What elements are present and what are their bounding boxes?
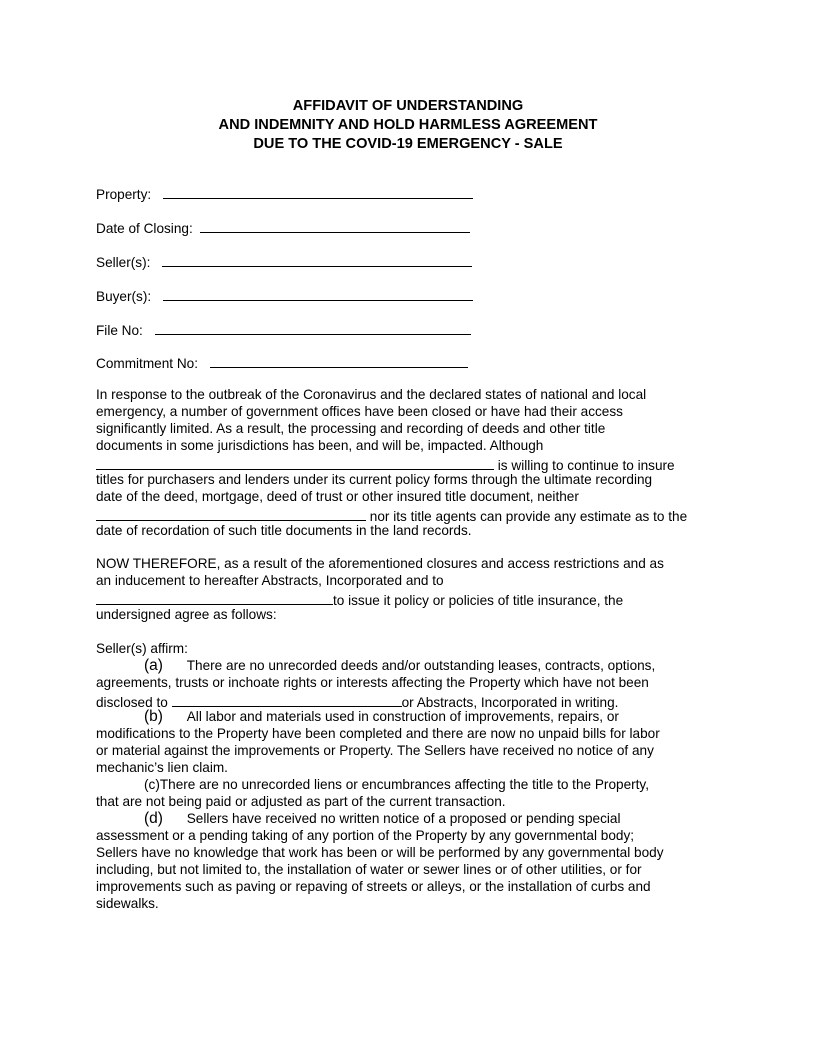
- property-blank-line[interactable]: [163, 183, 473, 199]
- text-line: an inducement to hereafter Abstracts, Incorporated and to: [96, 573, 444, 588]
- commitment-no-blank-line[interactable]: [210, 352, 468, 368]
- date-of-closing-label: Date of Closing:: [96, 221, 193, 236]
- item-a-label: (a): [144, 657, 163, 674]
- date-of-closing-field: [96, 217, 470, 237]
- commitment-no-field: [96, 352, 468, 372]
- text-fragment: or Abstracts, Incorporated in writing.: [401, 695, 619, 710]
- text-line: [96, 454, 716, 471]
- item-c-line: (c)There are no unrecorded liens or encumbrances affecting the title to the Property,: [144, 777, 649, 792]
- text-line: mechanic’s lien claim.: [96, 760, 228, 775]
- sellers-affirm-section: [96, 640, 716, 912]
- text-line: documents in some jurisdictions has been, and will be, impacted. Although: [96, 438, 544, 453]
- text-line: emergency, a number of government offices have been closed or have had their access: [96, 404, 623, 419]
- underwriter-blank-line[interactable]: [96, 454, 494, 470]
- text-line: [96, 691, 716, 708]
- property-label: Property:: [96, 187, 152, 202]
- underwriter-blank-line-2[interactable]: [96, 505, 366, 521]
- text-fragment: There are no unrecorded deeds and/or outstanding leases, contracts, options,: [186, 658, 656, 673]
- commitment-no-label: Commitment No:: [96, 356, 198, 371]
- paragraph-covid-impact: [96, 386, 716, 539]
- file-no-blank-line[interactable]: [155, 319, 471, 335]
- text-line: modifications to the Property have been completed and there are now no unpaid bills for labor: [96, 726, 660, 741]
- text-line: improvements such as paving or repaving of streets or alleys, or the installation of curbs and: [96, 879, 651, 894]
- item-b-label: (b): [144, 708, 163, 725]
- text-line: sidewalks.: [96, 896, 159, 911]
- paragraph-now-therefore: [96, 555, 716, 623]
- text-line: In response to the outbreak of the Coronavirus and the declared states of national and local: [96, 387, 647, 402]
- text-fragment: to issue it policy or policies of title insurance, the: [333, 593, 624, 608]
- text-line: date of recordation of such title documents in the land records.: [96, 523, 472, 538]
- document-title: [96, 97, 720, 154]
- buyers-field: [96, 285, 473, 305]
- disclosed-to-blank-line[interactable]: [172, 691, 402, 707]
- title-line-2: AND INDEMNITY AND HOLD HARMLESS AGREEMENT: [218, 117, 598, 133]
- date-of-closing-blank-line[interactable]: [200, 217, 470, 233]
- sellers-label: Seller(s):: [96, 255, 151, 270]
- text-line: [96, 505, 716, 522]
- sellers-field: [96, 251, 472, 271]
- item-d-label: (d): [144, 810, 163, 827]
- text-line: assessment or a pending taking of any portion of the Property by any governmental body;: [96, 828, 635, 843]
- text-fragment: disclosed to: [96, 695, 168, 710]
- buyers-label: Buyer(s):: [96, 289, 152, 304]
- title-line-3: DUE TO THE COVID-19 EMERGENCY - SALE: [253, 136, 563, 152]
- property-field: [96, 183, 473, 203]
- insurer-blank-line[interactable]: [96, 589, 333, 605]
- text-line: NOW THEREFORE, as a result of the aforementioned closures and access restrictions and as: [96, 556, 664, 571]
- sellers-affirm-heading: Seller(s) affirm:: [96, 641, 188, 656]
- text-fragment: Sellers have received no written notice of a proposed or pending special: [186, 811, 621, 826]
- sellers-blank-line[interactable]: [162, 251, 472, 267]
- text-fragment: All labor and materials used in construction of improvements, repairs, or: [186, 709, 619, 724]
- item-b-line: [96, 708, 716, 725]
- text-line: including, but not limited to, the installation of water or sewer lines or of other utilities, or for: [96, 862, 642, 877]
- text-line: Sellers have no knowledge that work has been or will be performed by any governmental body: [96, 845, 664, 860]
- text-line: agreements, trusts or inchoate rights or interests affecting the Property which have not been: [96, 675, 649, 690]
- text-fragment: nor its title agents can provide any estimate as to the: [369, 509, 688, 524]
- title-line-1: AFFIDAVIT OF UNDERSTANDING: [292, 98, 524, 114]
- file-no-field: [96, 319, 471, 339]
- text-line: titles for purchasers and lenders under its current policy forms through the ultimate recording: [96, 472, 653, 487]
- text-line: that are not being paid or adjusted as part of the current transaction.: [96, 794, 506, 809]
- item-a-line: [96, 657, 716, 674]
- item-d-line: [96, 810, 716, 827]
- file-no-label: File No:: [96, 323, 143, 338]
- text-line: date of the deed, mortgage, deed of trust or other insured title document, neither: [96, 489, 579, 504]
- text-line: [96, 589, 716, 606]
- text-line: significantly limited. As a result, the processing and recording of deeds and other title: [96, 421, 606, 436]
- text-line: undersigned agree as follows:: [96, 607, 277, 622]
- text-fragment: is willing to continue to insure: [497, 458, 675, 473]
- buyers-blank-line[interactable]: [163, 285, 473, 301]
- text-line: or material against the improvements or Property. The Sellers have received no notice of any: [96, 743, 654, 758]
